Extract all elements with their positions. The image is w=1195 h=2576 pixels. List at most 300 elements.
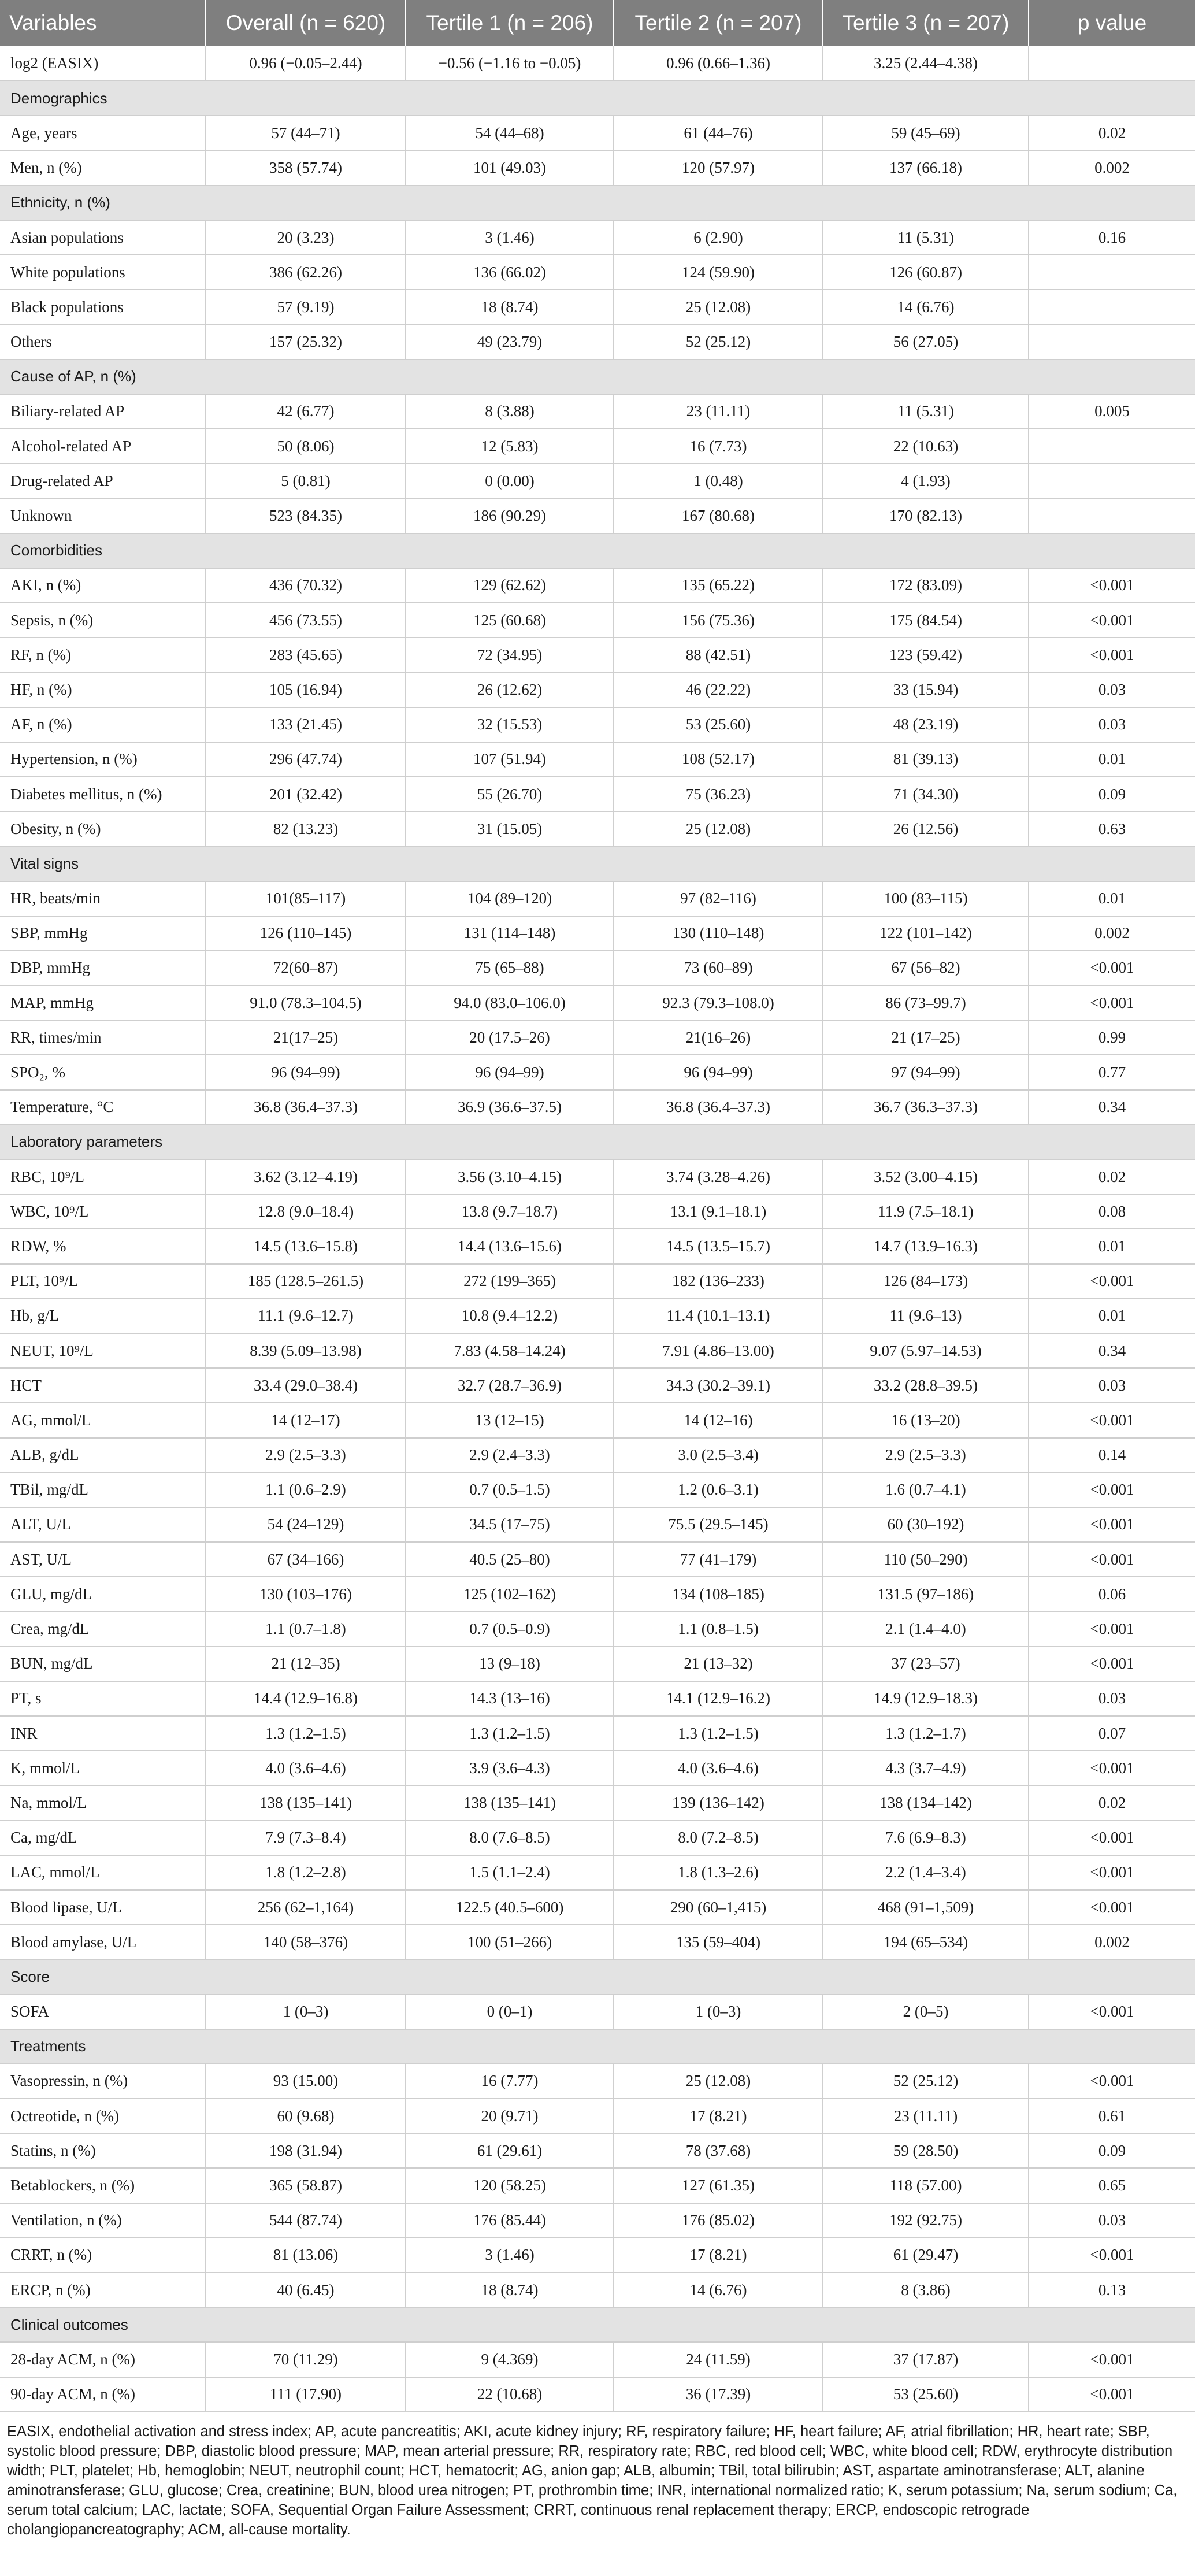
p-value-cell: <0.001	[1029, 1611, 1195, 1646]
variable-cell: 28-day ACM, n (%)	[0, 2342, 206, 2377]
table-row	[0, 1542, 1195, 1577]
section-label: Clinical outcomes	[0, 2307, 1195, 2342]
p-value-cell: <0.001	[1029, 568, 1195, 603]
table-row	[0, 742, 1195, 777]
section-header-row	[0, 359, 1195, 394]
variable-cell: CRRT, n (%)	[0, 2238, 206, 2273]
overall-cell: 523 (84.35)	[206, 498, 406, 533]
tertile-3-cell: 67 (56–82)	[823, 951, 1029, 985]
tertile-2-cell: 6 (2.90)	[614, 220, 823, 255]
tertile-2-cell: 14.1 (12.9–16.2)	[614, 1681, 823, 1716]
tertile-1-cell: 107 (51.94)	[406, 742, 614, 777]
tertile-2-cell: 1 (0–3)	[614, 1995, 823, 2029]
tertile-3-cell: 1.3 (1.2–1.7)	[823, 1716, 1029, 1751]
tertile-3-cell: 11 (5.31)	[823, 394, 1029, 429]
table-row	[0, 1473, 1195, 1507]
overall-cell: 157 (25.32)	[206, 325, 406, 359]
tertile-1-cell: 3 (1.46)	[406, 2238, 614, 2273]
table-row	[0, 603, 1195, 637]
tertile-1-cell: 12 (5.83)	[406, 429, 614, 464]
header-overall: Overall (n = 620)	[206, 0, 406, 46]
table-row	[0, 1229, 1195, 1263]
tertile-3-cell: 53 (25.60)	[823, 2377, 1029, 2412]
overall-cell: 133 (21.45)	[206, 707, 406, 742]
p-value-cell: 0.02	[1029, 116, 1195, 150]
tertile-2-cell: 53 (25.60)	[614, 707, 823, 742]
tertile-1-cell: 3 (1.46)	[406, 220, 614, 255]
tertile-1-cell: 125 (60.68)	[406, 603, 614, 637]
p-value-cell: <0.001	[1029, 951, 1195, 985]
overall-cell: 11.1 (9.6–12.7)	[206, 1299, 406, 1333]
p-value-cell: <0.001	[1029, 2064, 1195, 2099]
p-value-cell: <0.001	[1029, 1647, 1195, 1681]
table-row	[0, 151, 1195, 186]
variable-cell: Obesity, n (%)	[0, 811, 206, 846]
table-row	[0, 1403, 1195, 1437]
tertile-3-cell: 122 (101–142)	[823, 916, 1029, 951]
tertile-3-cell: 110 (50–290)	[823, 1542, 1029, 1577]
table-row	[0, 1890, 1195, 1925]
overall-cell: 91.0 (78.3–104.5)	[206, 985, 406, 1020]
tertile-3-cell: 131.5 (97–186)	[823, 1577, 1029, 1611]
tertile-2-cell: 156 (75.36)	[614, 603, 823, 637]
p-value-cell: 0.14	[1029, 1438, 1195, 1473]
p-value-cell: <0.001	[1029, 1264, 1195, 1299]
variable-cell: GLU, mg/dL	[0, 1577, 206, 1611]
variable-cell: 90-day ACM, n (%)	[0, 2377, 206, 2412]
overall-cell: 93 (15.00)	[206, 2064, 406, 2099]
overall-cell: 82 (13.23)	[206, 811, 406, 846]
tertile-3-cell: 86 (73–99.7)	[823, 985, 1029, 1020]
table-row	[0, 429, 1195, 464]
tertile-3-cell: 2.9 (2.5–3.3)	[823, 1438, 1029, 1473]
variable-cell: PLT, 10⁹/L	[0, 1264, 206, 1299]
variable-cell: HF, n (%)	[0, 672, 206, 707]
tertile-2-cell: 23 (11.11)	[614, 394, 823, 429]
table-row	[0, 985, 1195, 1020]
overall-cell: 201 (32.42)	[206, 777, 406, 811]
p-value-cell	[1029, 325, 1195, 359]
tertile-1-cell: 122.5 (40.5–600)	[406, 1890, 614, 1925]
tertile-3-cell: 126 (84–173)	[823, 1264, 1029, 1299]
tertile-3-cell: 126 (60.87)	[823, 255, 1029, 290]
tertile-2-cell: 16 (7.73)	[614, 429, 823, 464]
tertile-2-cell: 120 (57.97)	[614, 151, 823, 186]
tertile-3-cell: 137 (66.18)	[823, 151, 1029, 186]
p-value-cell: 0.005	[1029, 394, 1195, 429]
tertile-3-cell: 37 (17.87)	[823, 2342, 1029, 2377]
tertile-3-cell: 123 (59.42)	[823, 637, 1029, 672]
table-row	[0, 1507, 1195, 1542]
table-row	[0, 1611, 1195, 1646]
table-row	[0, 325, 1195, 359]
tertile-3-cell: 14 (6.76)	[823, 290, 1029, 324]
overall-cell: 54 (24–129)	[206, 1507, 406, 1542]
variable-cell: SOFA	[0, 1995, 206, 2029]
p-value-cell: <0.001	[1029, 1473, 1195, 1507]
tertile-3-cell: 14.9 (12.9–18.3)	[823, 1681, 1029, 1716]
tertile-1-cell: 0.7 (0.5–0.9)	[406, 1611, 614, 1646]
tertile-2-cell: 135 (59–404)	[614, 1925, 823, 1959]
tertile-1-cell: 55 (26.70)	[406, 777, 614, 811]
section-label: Treatments	[0, 2029, 1195, 2064]
tertile-1-cell: 186 (90.29)	[406, 498, 614, 533]
tertile-2-cell: 78 (37.68)	[614, 2133, 823, 2168]
overall-cell: 126 (110–145)	[206, 916, 406, 951]
overall-cell: 96 (94–99)	[206, 1055, 406, 1089]
tertile-3-cell: 170 (82.13)	[823, 498, 1029, 533]
tertile-3-cell: 60 (30–192)	[823, 1507, 1029, 1542]
tertile-1-cell: 20 (9.71)	[406, 2099, 614, 2133]
section-label: Comorbidities	[0, 533, 1195, 568]
p-value-cell: 0.01	[1029, 1299, 1195, 1333]
variable-cell: Hb, g/L	[0, 1299, 206, 1333]
tertile-1-cell: 120 (58.25)	[406, 2168, 614, 2203]
header-variables: Variables	[0, 0, 206, 46]
tertile-1-cell: 13.8 (9.7–18.7)	[406, 1194, 614, 1229]
table-row	[0, 951, 1195, 985]
overall-cell: 7.9 (7.3–8.4)	[206, 1821, 406, 1855]
tertile-1-cell: 8.0 (7.6–8.5)	[406, 1821, 614, 1855]
variable-cell: Drug-related AP	[0, 464, 206, 498]
tertile-2-cell: 97 (82–116)	[614, 881, 823, 916]
p-value-cell: 0.63	[1029, 811, 1195, 846]
tertile-1-cell: −0.56 (−1.16 to −0.05)	[406, 46, 614, 81]
p-value-cell: 0.01	[1029, 881, 1195, 916]
tertile-1-cell: 0.7 (0.5–1.5)	[406, 1473, 614, 1507]
overall-cell: 3.62 (3.12–4.19)	[206, 1159, 406, 1194]
table-row	[0, 464, 1195, 498]
header-tertile-2: Tertile 2 (n = 207)	[614, 0, 823, 46]
overall-cell: 72(60–87)	[206, 951, 406, 985]
variable-cell: Ventilation, n (%)	[0, 2203, 206, 2238]
variable-cell: Asian populations	[0, 220, 206, 255]
overall-cell: 358 (57.74)	[206, 151, 406, 186]
p-value-cell: <0.001	[1029, 1403, 1195, 1437]
tertile-2-cell: 25 (12.08)	[614, 811, 823, 846]
overall-cell: 5 (0.81)	[206, 464, 406, 498]
tertile-3-cell: 4.3 (3.7–4.9)	[823, 1751, 1029, 1785]
tertile-1-cell: 10.8 (9.4–12.2)	[406, 1299, 614, 1333]
p-value-cell: 0.09	[1029, 2133, 1195, 2168]
p-value-cell: <0.001	[1029, 1890, 1195, 1925]
overall-cell: 40 (6.45)	[206, 2273, 406, 2307]
tertile-2-cell: 1.3 (1.2–1.5)	[614, 1716, 823, 1751]
tertile-2-cell: 77 (41–179)	[614, 1542, 823, 1577]
p-value-cell	[1029, 498, 1195, 533]
tertile-2-cell: 25 (12.08)	[614, 290, 823, 324]
tertile-3-cell: 71 (34.30)	[823, 777, 1029, 811]
p-value-cell: 0.16	[1029, 220, 1195, 255]
p-value-cell: 0.08	[1029, 1194, 1195, 1229]
tertile-3-cell: 172 (83.09)	[823, 568, 1029, 603]
tertile-2-cell: 75.5 (29.5–145)	[614, 1507, 823, 1542]
overall-cell: 436 (70.32)	[206, 568, 406, 603]
table-row	[0, 2342, 1195, 2377]
tertile-2-cell: 21(16–26)	[614, 1020, 823, 1055]
tertile-2-cell: 36 (17.39)	[614, 2377, 823, 2412]
tertile-1-cell: 3.9 (3.6–4.3)	[406, 1751, 614, 1785]
tertile-3-cell: 4 (1.93)	[823, 464, 1029, 498]
variable-cell: PT, s	[0, 1681, 206, 1716]
p-value-cell: 0.06	[1029, 1577, 1195, 1611]
variable-cell: DBP, mmHg	[0, 951, 206, 985]
overall-cell: 67 (34–166)	[206, 1542, 406, 1577]
p-value-cell: 0.34	[1029, 1333, 1195, 1368]
variable-cell: Sepsis, n (%)	[0, 603, 206, 637]
tertile-2-cell: 3.0 (2.5–3.4)	[614, 1438, 823, 1473]
tertile-2-cell: 14.5 (13.5–15.7)	[614, 1229, 823, 1263]
variable-cell: Ca, mg/dL	[0, 1821, 206, 1855]
table-row	[0, 1821, 1195, 1855]
table-row	[0, 881, 1195, 916]
overall-cell: 256 (62–1,164)	[206, 1890, 406, 1925]
overall-cell: 386 (62.26)	[206, 255, 406, 290]
tertile-2-cell: 124 (59.90)	[614, 255, 823, 290]
section-label: Demographics	[0, 81, 1195, 116]
p-value-cell: 0.002	[1029, 1925, 1195, 1959]
overall-cell: 20 (3.23)	[206, 220, 406, 255]
variable-cell: Temperature, °C	[0, 1090, 206, 1125]
tertile-1-cell: 8 (3.88)	[406, 394, 614, 429]
tertile-3-cell: 14.7 (13.9–16.3)	[823, 1229, 1029, 1263]
tertile-3-cell: 194 (65–534)	[823, 1925, 1029, 1959]
overall-cell: 4.0 (3.6–4.6)	[206, 1751, 406, 1785]
table-row	[0, 916, 1195, 951]
tertile-2-cell: 36.8 (36.4–37.3)	[614, 1090, 823, 1125]
variable-cell: ALB, g/dL	[0, 1438, 206, 1473]
p-value-cell: 0.13	[1029, 2273, 1195, 2307]
table-row	[0, 2203, 1195, 2238]
table-row	[0, 2273, 1195, 2307]
p-value-cell: 0.02	[1029, 1785, 1195, 1820]
table-row	[0, 290, 1195, 324]
tertile-3-cell: 97 (94–99)	[823, 1055, 1029, 1089]
table-row	[0, 2064, 1195, 2099]
tertile-2-cell: 1.2 (0.6–3.1)	[614, 1473, 823, 1507]
tertile-1-cell: 75 (65–88)	[406, 951, 614, 985]
header-tertile-1: Tertile 1 (n = 206)	[406, 0, 614, 46]
overall-cell: 111 (17.90)	[206, 2377, 406, 2412]
tertile-2-cell: 108 (52.17)	[614, 742, 823, 777]
variable-cell: AG, mmol/L	[0, 1403, 206, 1437]
variable-cell: AKI, n (%)	[0, 568, 206, 603]
p-value-cell: <0.001	[1029, 603, 1195, 637]
p-value-cell: 0.99	[1029, 1020, 1195, 1055]
header-row	[0, 0, 1195, 46]
table-row	[0, 2238, 1195, 2273]
tertile-3-cell: 26 (12.56)	[823, 811, 1029, 846]
table-footnote: EASIX, endothelial activation and stress index; AP, acute pancreatitis; AKI, acute kidney injury; RF, respiratory failure; HF, heart failure; AF, atrial fibrillation; HR, heart rate; SBP, systolic blood pressure; DBP, diastolic blood pressure; MAP, mean arterial pressure; RR, respiratory rate; RBC, red blood cell; WBC, white blood cell; RDW, erythrocyte distribution width; PLT, platelet; Hb, hemoglobin; NEUT, neutrophil count; HCT, hematocrit; AG, anion gap; ALB, albumin; TBil, total bilirubin; AST, aspartate aminotransferase; ALT, alanine aminotransferase; GLU, glucose; Crea, creatinine; BUN, blood urea nitrogen; PT, prothrombin time; INR, international normalized ratio; K, serum potassium; Na, serum sodium; Ca, serum total calcium; LAC, lactate; SOFA, Sequential Organ Failure Assessment; CRRT, continuous renal replacement therapy; ERCP, endoscopic retrograde cholangiopancreatography; ACM, all-cause mortality.	[7, 2423, 1178, 2538]
tertile-1-cell: 104 (89–120)	[406, 881, 614, 916]
tertile-1-cell: 72 (34.95)	[406, 637, 614, 672]
table-row	[0, 1751, 1195, 1785]
variable-cell: INR	[0, 1716, 206, 1751]
table-row	[0, 568, 1195, 603]
table-row	[0, 1090, 1195, 1125]
overall-cell: 130 (103–176)	[206, 1577, 406, 1611]
section-header-row	[0, 2307, 1195, 2342]
overall-cell: 33.4 (29.0–38.4)	[206, 1368, 406, 1403]
tertile-3-cell: 59 (45–69)	[823, 116, 1029, 150]
p-value-cell: 0.01	[1029, 742, 1195, 777]
tertile-1-cell: 22 (10.68)	[406, 2377, 614, 2412]
tertile-3-cell: 81 (39.13)	[823, 742, 1029, 777]
tertile-2-cell: 1.8 (1.3–2.6)	[614, 1855, 823, 1890]
variable-cell: ERCP, n (%)	[0, 2273, 206, 2307]
p-value-cell: <0.001	[1029, 2238, 1195, 2273]
variable-cell: WBC, 10⁹/L	[0, 1194, 206, 1229]
p-value-cell: 0.01	[1029, 1229, 1195, 1263]
tertile-3-cell: 11.9 (7.5–18.1)	[823, 1194, 1029, 1229]
tertile-3-cell: 192 (92.75)	[823, 2203, 1029, 2238]
table-header	[0, 0, 1195, 46]
tertile-3-cell: 52 (25.12)	[823, 2064, 1029, 2099]
p-value-cell: 0.77	[1029, 1055, 1195, 1089]
tertile-3-cell: 100 (83–115)	[823, 881, 1029, 916]
overall-cell: 14.4 (12.9–16.8)	[206, 1681, 406, 1716]
tertile-1-cell: 1.3 (1.2–1.5)	[406, 1716, 614, 1751]
table-row	[0, 1194, 1195, 1229]
tertile-1-cell: 94.0 (83.0–106.0)	[406, 985, 614, 1020]
variable-cell: BUN, mg/dL	[0, 1647, 206, 1681]
section-header-row	[0, 1125, 1195, 1159]
overall-cell: 1.3 (1.2–1.5)	[206, 1716, 406, 1751]
p-value-cell: 0.02	[1029, 1159, 1195, 1194]
p-value-cell: <0.001	[1029, 1855, 1195, 1890]
tertile-3-cell: 138 (134–142)	[823, 1785, 1029, 1820]
table-row	[0, 1995, 1195, 2029]
tertile-2-cell: 52 (25.12)	[614, 325, 823, 359]
overall-cell: 12.8 (9.0–18.4)	[206, 1194, 406, 1229]
tertile-3-cell: 1.6 (0.7–4.1)	[823, 1473, 1029, 1507]
tertile-3-cell: 59 (28.50)	[823, 2133, 1029, 2168]
overall-cell: 283 (45.65)	[206, 637, 406, 672]
tertile-2-cell: 88 (42.51)	[614, 637, 823, 672]
p-value-cell: 0.34	[1029, 1090, 1195, 1125]
section-header-row	[0, 846, 1195, 881]
variable-cell: Hypertension, n (%)	[0, 742, 206, 777]
tertile-1-cell: 32 (15.53)	[406, 707, 614, 742]
tertile-2-cell: 1.1 (0.8–1.5)	[614, 1611, 823, 1646]
p-value-cell	[1029, 255, 1195, 290]
overall-cell: 60 (9.68)	[206, 2099, 406, 2133]
tertile-3-cell: 9.07 (5.97–14.53)	[823, 1333, 1029, 1368]
overall-cell: 0.96 (−0.05–2.44)	[206, 46, 406, 81]
section-label: Laboratory parameters	[0, 1125, 1195, 1159]
tertile-3-cell: 56 (27.05)	[823, 325, 1029, 359]
tertile-1-cell: 0 (0.00)	[406, 464, 614, 498]
variable-cell: Diabetes mellitus, n (%)	[0, 777, 206, 811]
p-value-cell: 0.03	[1029, 1681, 1195, 1716]
overall-cell: 14.5 (13.6–15.8)	[206, 1229, 406, 1263]
variable-cell: AF, n (%)	[0, 707, 206, 742]
tertile-1-cell: 54 (44–68)	[406, 116, 614, 150]
overall-cell: 36.8 (36.4–37.3)	[206, 1090, 406, 1125]
tertile-3-cell: 22 (10.63)	[823, 429, 1029, 464]
tertile-3-cell: 3.25 (2.44–4.38)	[823, 46, 1029, 81]
variable-cell: Blood amylase, U/L	[0, 1925, 206, 1959]
variable-cell: SBP, mmHg	[0, 916, 206, 951]
tertile-2-cell: 7.91 (4.86–13.00)	[614, 1333, 823, 1368]
tertile-2-cell: 46 (22.22)	[614, 672, 823, 707]
p-value-cell: <0.001	[1029, 1995, 1195, 2029]
overall-cell: 14 (12–17)	[206, 1403, 406, 1437]
tertile-1-cell: 14.4 (13.6–15.6)	[406, 1229, 614, 1263]
overall-cell: 198 (31.94)	[206, 2133, 406, 2168]
table-row	[0, 1333, 1195, 1368]
tertile-1-cell: 9 (4.369)	[406, 2342, 614, 2377]
tertile-2-cell: 167 (80.68)	[614, 498, 823, 533]
tertile-2-cell: 17 (8.21)	[614, 2238, 823, 2273]
tertile-3-cell: 468 (91–1,509)	[823, 1890, 1029, 1925]
variable-cell: HCT	[0, 1368, 206, 1403]
variable-cell: SPO₂, %	[0, 1055, 206, 1089]
tertile-1-cell: 2.9 (2.4–3.3)	[406, 1438, 614, 1473]
tertile-1-cell: 40.5 (25–80)	[406, 1542, 614, 1577]
tertile-1-cell: 7.83 (4.58–14.24)	[406, 1333, 614, 1368]
tertile-2-cell: 75 (36.23)	[614, 777, 823, 811]
variable-cell: RBC, 10⁹/L	[0, 1159, 206, 1194]
table-row	[0, 1055, 1195, 1089]
tertile-3-cell: 3.52 (3.00–4.15)	[823, 1159, 1029, 1194]
tertile-2-cell: 1 (0.48)	[614, 464, 823, 498]
p-value-cell: 0.07	[1029, 1716, 1195, 1751]
overall-cell: 70 (11.29)	[206, 2342, 406, 2377]
table-row	[0, 811, 1195, 846]
p-value-cell: 0.002	[1029, 916, 1195, 951]
p-value-cell: 0.65	[1029, 2168, 1195, 2203]
tertile-1-cell: 20 (17.5–26)	[406, 1020, 614, 1055]
p-value-cell	[1029, 46, 1195, 81]
table-row	[0, 2377, 1195, 2412]
overall-cell: 138 (135–141)	[206, 1785, 406, 1820]
tertile-1-cell: 49 (23.79)	[406, 325, 614, 359]
overall-cell: 1.8 (1.2–2.8)	[206, 1855, 406, 1890]
overall-cell: 456 (73.55)	[206, 603, 406, 637]
overall-cell: 365 (58.87)	[206, 2168, 406, 2203]
p-value-cell: 0.09	[1029, 777, 1195, 811]
tertile-1-cell: 14.3 (13–16)	[406, 1681, 614, 1716]
overall-cell: 81 (13.06)	[206, 2238, 406, 2273]
overall-cell: 544 (87.74)	[206, 2203, 406, 2238]
table-body	[0, 46, 1195, 2412]
p-value-cell	[1029, 464, 1195, 498]
table-row	[0, 255, 1195, 290]
tertile-1-cell: 34.5 (17–75)	[406, 1507, 614, 1542]
tertile-3-cell: 23 (11.11)	[823, 2099, 1029, 2133]
tertile-1-cell: 96 (94–99)	[406, 1055, 614, 1089]
header-tertile-3: Tertile 3 (n = 207)	[823, 0, 1029, 46]
overall-cell: 296 (47.74)	[206, 742, 406, 777]
tertile-3-cell: 7.6 (6.9–8.3)	[823, 1821, 1029, 1855]
tertile-3-cell: 11 (9.6–13)	[823, 1299, 1029, 1333]
tertile-2-cell: 290 (60–1,415)	[614, 1890, 823, 1925]
variable-cell: Unknown	[0, 498, 206, 533]
variable-cell: HR, beats/min	[0, 881, 206, 916]
variable-cell: ALT, U/L	[0, 1507, 206, 1542]
tertile-1-cell: 100 (51–266)	[406, 1925, 614, 1959]
tertile-1-cell: 16 (7.77)	[406, 2064, 614, 2099]
p-value-cell	[1029, 290, 1195, 324]
overall-cell: 2.9 (2.5–3.3)	[206, 1438, 406, 1473]
table-row	[0, 637, 1195, 672]
variable-cell: Betablockers, n (%)	[0, 2168, 206, 2203]
section-label: Score	[0, 1959, 1195, 1994]
tertile-3-cell: 16 (13–20)	[823, 1403, 1029, 1437]
tertile-1-cell: 36.9 (36.6–37.5)	[406, 1090, 614, 1125]
table-row	[0, 777, 1195, 811]
